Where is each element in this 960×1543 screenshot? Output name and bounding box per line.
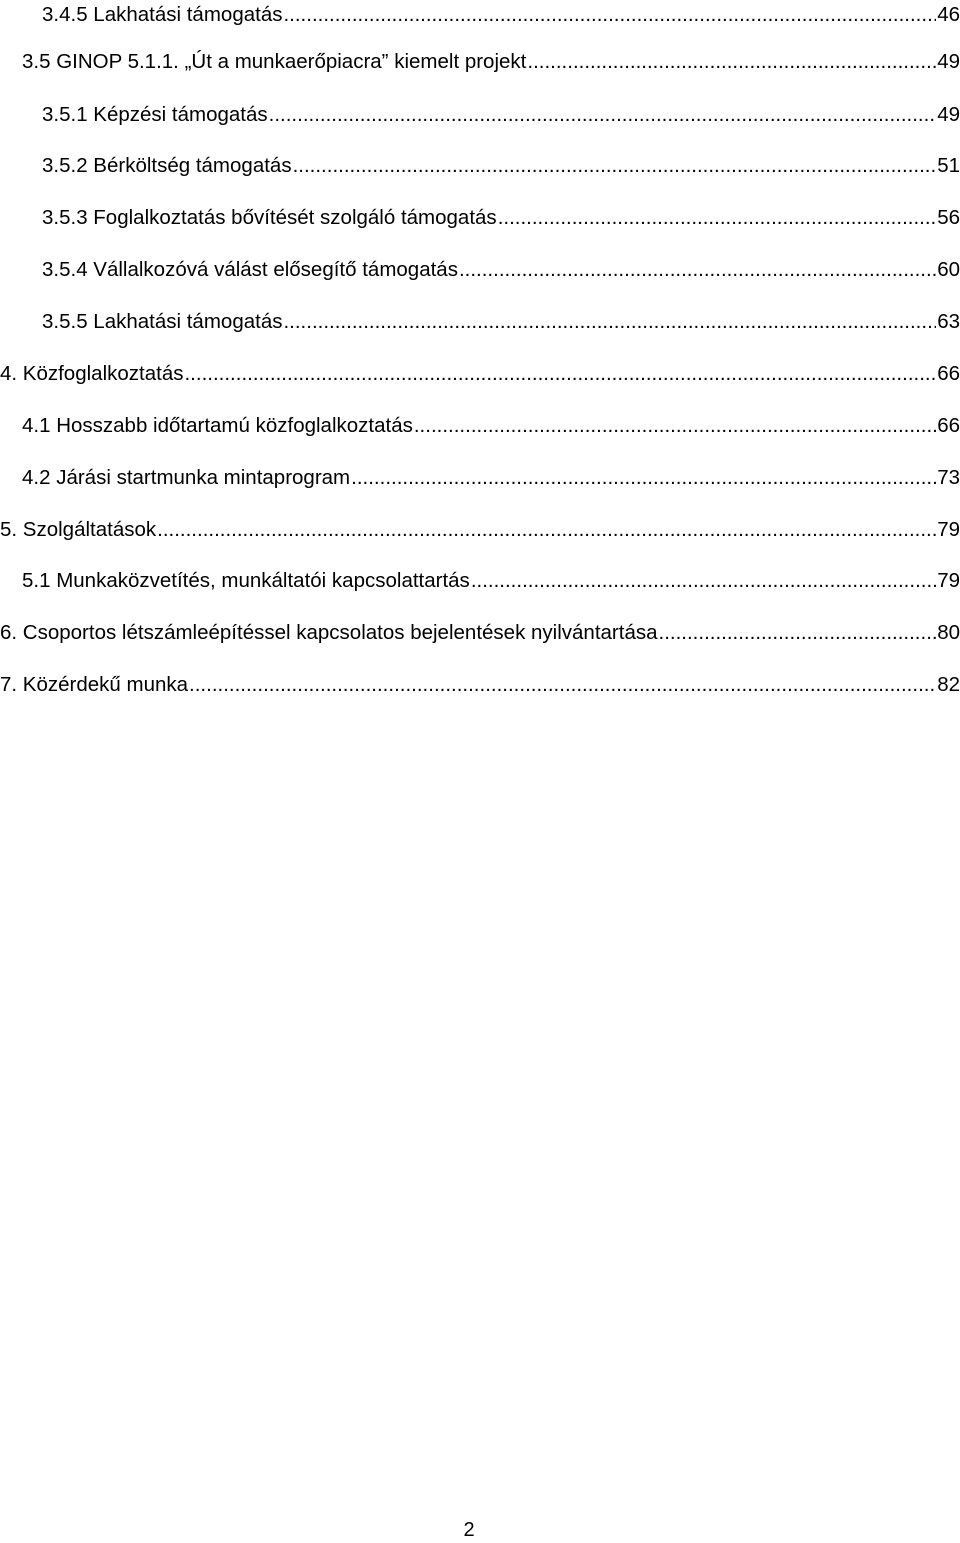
- toc-entry-title: 4.2 Járási startmunka mintaprogram: [22, 466, 351, 489]
- toc-entry[interactable]: [0, 618, 960, 648]
- toc-entry[interactable]: [42, 307, 960, 337]
- toc-entry-page: 51: [937, 154, 960, 177]
- toc-entry-title: 3.5 GINOP 5.1.1. „Út a munkaerőpiacra” kiemelt projekt: [22, 50, 527, 73]
- toc-entry-page: 49: [937, 103, 960, 126]
- toc-entry[interactable]: [0, 670, 960, 700]
- toc-entry[interactable]: [22, 47, 960, 77]
- toc-entry[interactable]: [42, 255, 960, 285]
- toc-dot-leader: [527, 47, 936, 77]
- toc-entry-title: 3.5.4 Vállalkozóvá válást elősegítő támogatás: [42, 258, 458, 281]
- toc-dot-leader: [459, 255, 936, 285]
- toc-entry-title: 6. Csoportos létszámleépítéssel kapcsolatos bejelentések nyilvántartása: [0, 621, 658, 644]
- toc-entry-title: 5. Szolgáltatások: [0, 518, 157, 541]
- toc-entry[interactable]: [22, 463, 960, 493]
- toc-entry-title: 3.5.5 Lakhatási támogatás: [42, 310, 283, 333]
- toc-dot-leader: [414, 411, 936, 441]
- toc-entry-title: 3.5.3 Foglalkoztatás bővítését szolgáló támogatás: [42, 206, 497, 229]
- toc-dot-leader: [659, 618, 937, 648]
- toc-entry[interactable]: [22, 566, 960, 596]
- toc-entry-title: 3.4.5 Lakhatási támogatás: [42, 3, 283, 26]
- toc-entry[interactable]: [42, 203, 960, 233]
- toc-entry-page: 60: [937, 258, 960, 281]
- toc-entry-title: 3.5.2 Bérköltség támogatás: [42, 154, 292, 177]
- toc-entry-page: 82: [937, 673, 960, 696]
- toc-dot-leader: [471, 566, 936, 596]
- toc-entry-page: 80: [937, 621, 960, 644]
- toc-entry-page: 66: [937, 362, 960, 385]
- toc-entry-page: 66: [937, 414, 960, 437]
- toc-entry-page: 79: [937, 518, 960, 541]
- toc-entry[interactable]: [42, 151, 960, 181]
- toc-entry-title: 3.5.1 Képzési támogatás: [42, 103, 268, 126]
- toc-entry[interactable]: [0, 359, 960, 389]
- toc-dot-leader: [283, 0, 936, 30]
- toc-entry-page: 79: [937, 569, 960, 592]
- toc-dot-leader: [283, 307, 936, 337]
- toc-entry-title: 4. Közfoglalkoztatás: [0, 362, 184, 385]
- toc-entry-title: 4.1 Hosszabb időtartamú közfoglalkoztatás: [22, 414, 413, 437]
- toc-dot-leader: [189, 670, 936, 700]
- toc-entry[interactable]: [0, 515, 960, 545]
- toc-dot-leader: [269, 100, 937, 130]
- page-number: 2: [463, 1519, 475, 1541]
- toc-entry-title: 5.1 Munkaközvetítés, munkáltatói kapcsolattartás: [22, 569, 470, 592]
- toc-entry-page: 73: [937, 466, 960, 489]
- toc-entry[interactable]: [42, 100, 960, 130]
- toc-dot-leader: [157, 515, 936, 545]
- toc-dot-leader: [351, 463, 936, 493]
- toc-entry-page: 49: [937, 50, 960, 73]
- toc-dot-leader: [293, 151, 937, 181]
- toc-entry[interactable]: [42, 0, 960, 30]
- toc-dot-leader: [498, 203, 937, 233]
- toc-entry[interactable]: [22, 411, 960, 441]
- toc-entry-title: 7. Közérdekű munka: [0, 673, 189, 696]
- toc-dot-leader: [184, 359, 936, 389]
- toc-entry-page: 56: [937, 206, 960, 229]
- toc-entry-page: 63: [937, 310, 960, 333]
- toc-entry-page: 46: [937, 3, 960, 26]
